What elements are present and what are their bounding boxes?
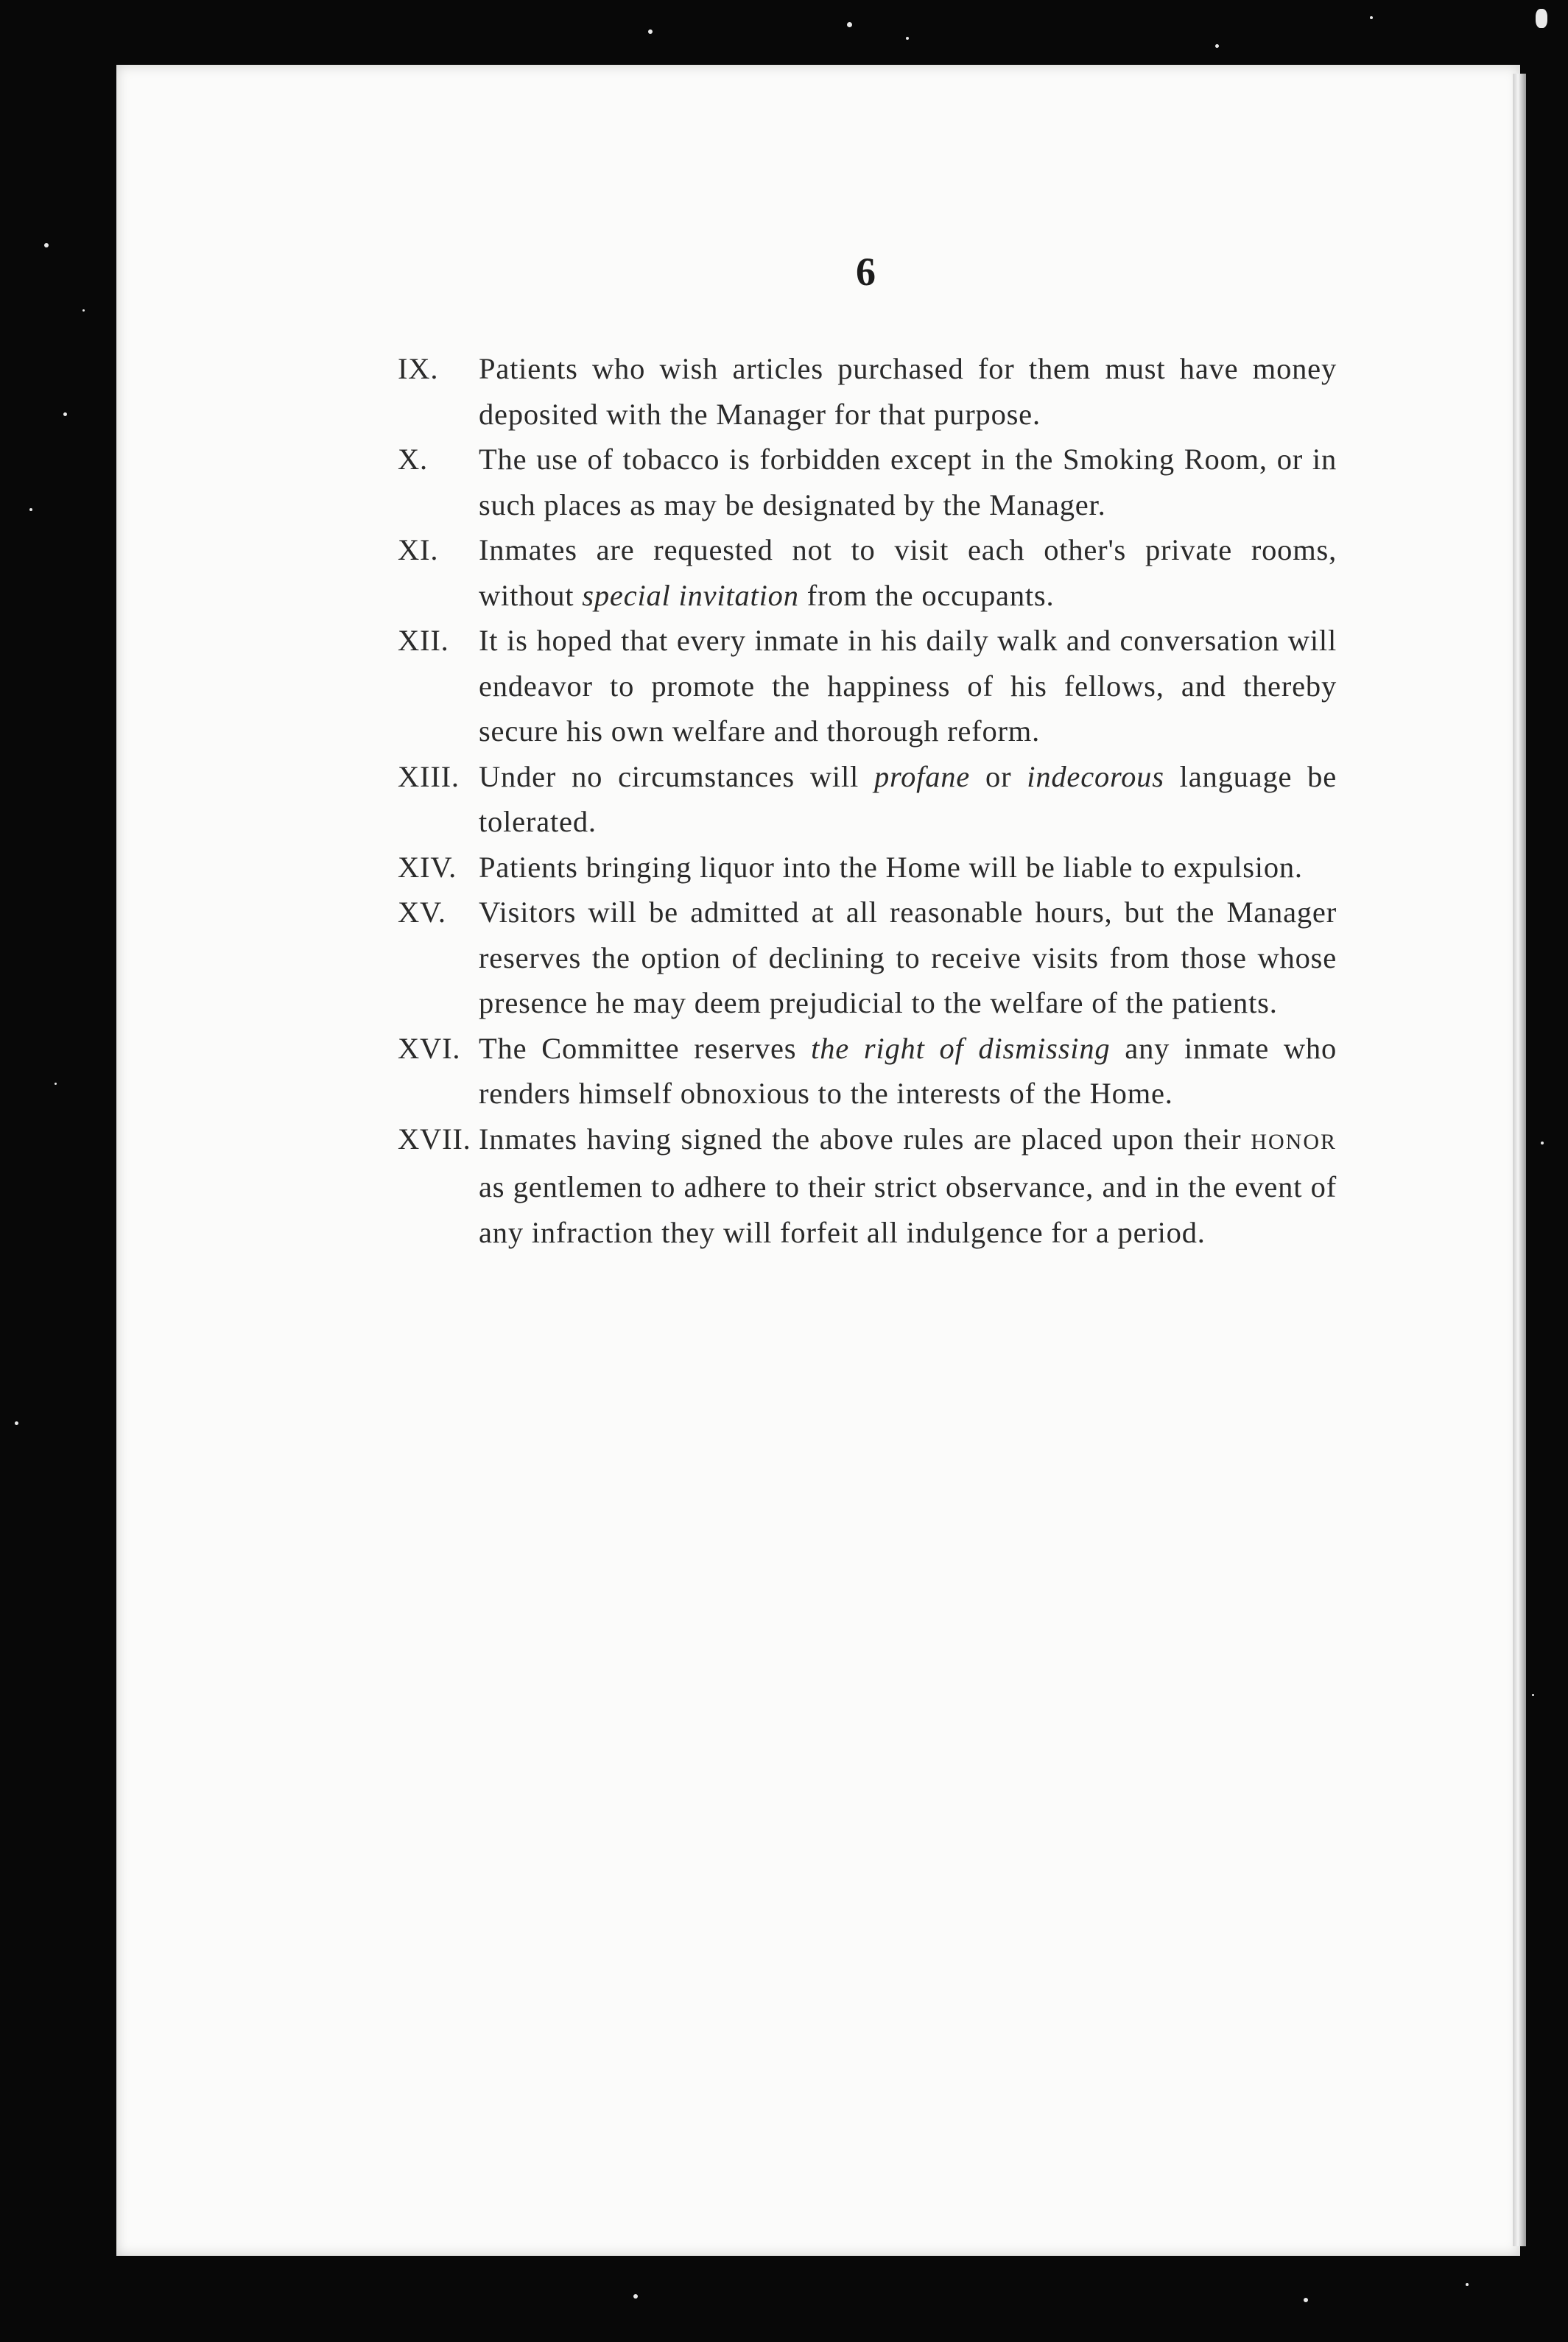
rule-numeral: XI.	[398, 533, 439, 566]
rule-text-run: Inmates are requested not to visit each other's private rooms, without	[479, 533, 1337, 612]
dust-speck	[1536, 9, 1547, 28]
rule-text-run: Inmates having signed the above rules are placed upon their	[479, 1122, 1251, 1156]
rule-item	[398, 890, 1337, 1026]
rule-text-run: It is hoped that every inmate in his daily walk and conversation will endeavor to promote the happiness of his fellows, and thereby secure his own welfare and thorough reform.	[479, 624, 1337, 748]
rule-numeral: XV.	[398, 896, 446, 929]
rule-numeral: X.	[398, 443, 428, 476]
rule-text-smallcaps: HONOR	[1251, 1129, 1337, 1154]
rule-text-italic: indecorous	[1027, 759, 1164, 793]
rule-text	[479, 346, 1337, 437]
rule-numeral: XIII.	[398, 759, 460, 793]
dust-speck	[633, 2294, 638, 2299]
rule-text-run: from the occupants.	[798, 578, 1055, 612]
rule-numeral: XVII.	[398, 1122, 471, 1156]
rule-item	[398, 618, 1337, 754]
rule-text-run: language be tolerated.	[479, 759, 1337, 838]
rule-text-run: any inmate who renders himself obnoxious to the interests of the Home.	[479, 1031, 1337, 1110]
dust-speck	[1370, 16, 1373, 19]
rule-item	[398, 527, 1337, 618]
dust-speck	[648, 29, 653, 34]
dust-speck	[29, 508, 32, 511]
page-edge	[1513, 74, 1526, 2246]
rule-item	[398, 346, 1337, 437]
rule-text-italic: profane	[874, 759, 971, 793]
rule-numeral: XII.	[398, 624, 449, 657]
rule-text-run: Under no circumstances will	[479, 759, 874, 793]
rule-item	[398, 845, 1337, 890]
rule-item	[398, 1117, 1337, 1256]
rule-text	[479, 527, 1337, 618]
dust-speck	[1532, 1694, 1534, 1696]
rule-text	[479, 1026, 1337, 1117]
rule-text	[479, 1117, 1337, 1256]
rule-text	[479, 618, 1337, 754]
rule-text-run: The use of tobacco is forbidden except in the Smoking Room, or in such places as may be designated by the Manager.	[479, 443, 1337, 521]
dust-speck	[847, 22, 852, 27]
rule-text-run: or	[970, 759, 1027, 793]
dust-speck	[63, 412, 67, 416]
rule-item	[398, 754, 1337, 845]
rules-list	[398, 346, 1337, 1255]
dust-speck	[1466, 2283, 1469, 2286]
rule-text-italic: the right of dismissing	[811, 1031, 1111, 1065]
rule-numeral: XVI.	[398, 1031, 461, 1065]
dust-speck	[44, 243, 49, 247]
rule-text-run: Patients who wish articles purchased for them must have money deposited with the Manager for that purpose.	[479, 352, 1337, 431]
rule-item	[398, 437, 1337, 527]
rule-text	[479, 890, 1337, 1026]
dust-speck	[82, 309, 85, 312]
rule-numeral: XIV.	[398, 850, 457, 884]
rule-text-run: Visitors will be admitted at all reasonable hours, but the Manager reserves the option of declining to receive visits from those whose presence he may deem prejudicial to the welfare of the patients.	[479, 896, 1337, 1019]
rule-text-run: Patients bringing liquor into the Home will be liable to expulsion.	[479, 850, 1303, 884]
page-number: 6	[856, 250, 876, 294]
rule-text-italic: special invitation	[582, 578, 799, 612]
dust-speck	[1541, 1142, 1544, 1144]
dust-speck	[906, 37, 909, 40]
rule-text-run: as gentlemen to adhere to their strict observance, and in the event of any infraction they will forfeit all indulgence for a period.	[479, 1170, 1337, 1249]
dust-speck	[1215, 44, 1219, 48]
dust-speck	[1304, 2298, 1308, 2302]
rule-item	[398, 1026, 1337, 1117]
dust-speck	[15, 1421, 18, 1425]
rule-numeral: IX.	[398, 352, 439, 385]
rule-text	[479, 437, 1337, 527]
rule-text-run: The Committee reserves	[479, 1031, 812, 1065]
rule-text	[479, 845, 1337, 890]
dust-speck	[55, 1083, 57, 1085]
rule-text	[479, 754, 1337, 845]
